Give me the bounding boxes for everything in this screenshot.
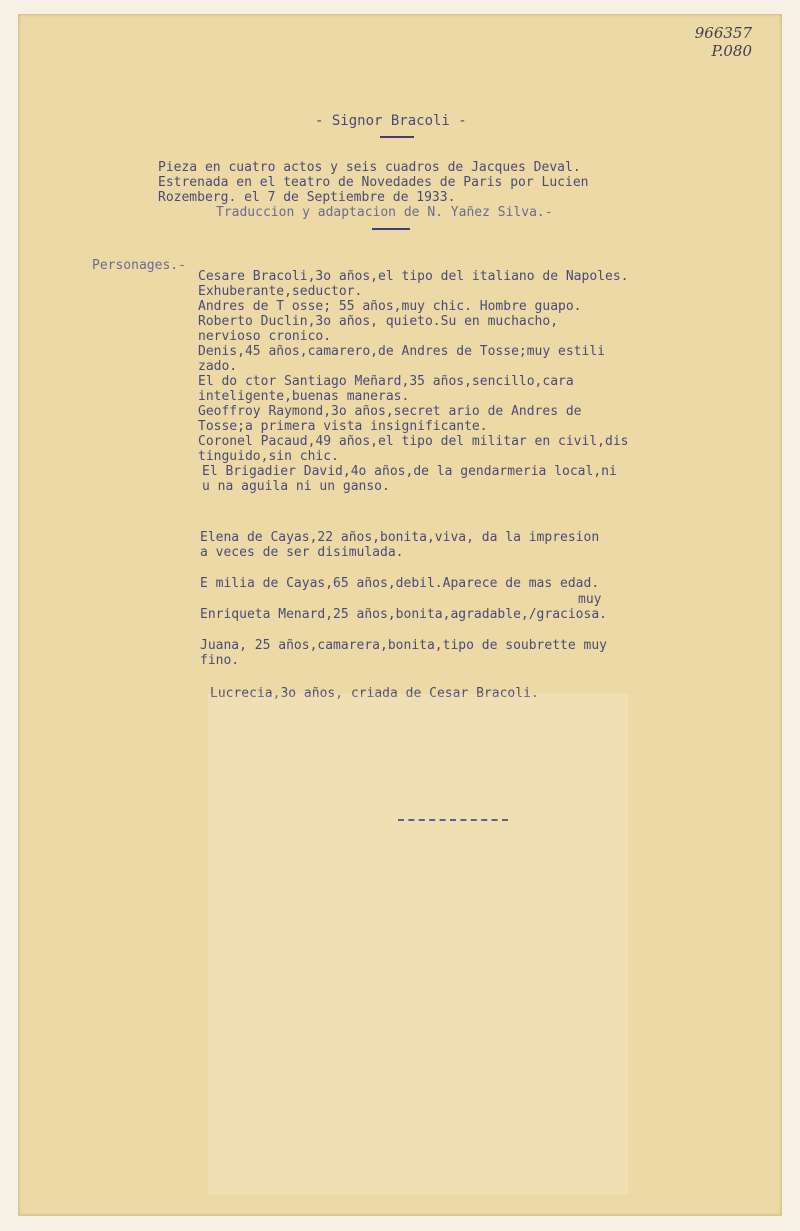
subtitle-underline xyxy=(372,228,410,230)
personajes-label: Personages.- xyxy=(92,258,186,273)
annotation-line-1: 966357 xyxy=(694,24,752,42)
character-line: Cesare Bracoli,3o años,el tipo del italiano de Napoles. xyxy=(198,269,629,284)
character-line: Roberto Duclin,3o años, quieto.Su en muchacho, xyxy=(198,314,559,329)
character-line: zado. xyxy=(198,359,238,374)
character-line: tinguido,sin chic. xyxy=(198,449,339,464)
annotation-line-2: P.080 xyxy=(711,42,752,60)
character-line: Andres de T osse; 55 años,muy chic. Hombre guapo. xyxy=(198,299,582,314)
character-line: Exhuberante,seductor. xyxy=(198,284,363,299)
character-line: Juana, 25 años,camarera,bonita,tipo de soubrette muy xyxy=(200,638,607,653)
character-line: u na aguila ni un ganso. xyxy=(202,479,390,494)
character-line: Enriqueta Menard,25 años,bonita,agradable,/graciosa. xyxy=(200,607,607,622)
character-line: Elena de Cayas,22 años,bonita,viva, da la impresion xyxy=(200,530,600,545)
subtitle-line-1: Pieza en cuatro actos y seis cuadros de Jacques Deval. xyxy=(158,160,581,175)
play-title: - Signor Bracoli - xyxy=(315,113,467,129)
character-line: Lucrecia,3o años, criada de Cesar Bracoli. xyxy=(210,686,539,701)
character-line: El do ctor Santiago Meñard,35 años,sencillo,cara xyxy=(198,374,574,389)
character-line: El Brigadier David,4o años,de la gendarmeria local,ni xyxy=(202,464,617,479)
character-line: fino. xyxy=(200,653,240,668)
handwritten-annotation xyxy=(695,24,752,60)
character-line: E milia de Cayas,65 años,debil.Aparece de mas edad. xyxy=(200,576,600,591)
character-line: inteligente,buenas maneras. xyxy=(198,389,410,404)
character-line: Tosse;a primera vista insignificante. xyxy=(198,419,488,434)
subtitle-line-2: Estrenada en el teatro de Novedades de Paris por Lucien xyxy=(158,175,589,190)
character-line: Coronel Pacaud,49 años,el tipo del militar en civil,dis xyxy=(198,434,629,449)
character-line: Denis,45 años,camarero,de Andres de Tosse;muy estili xyxy=(198,344,605,359)
character-line: nervioso cronico. xyxy=(198,329,332,344)
subtitle-line-4: Traduccion y adaptacion de N. Yañez Silva.- xyxy=(216,205,553,220)
subtitle-line-3: Rozemberg. el 7 de Septiembre de 1933. xyxy=(158,190,456,205)
document-page xyxy=(18,14,782,1216)
insertion-word: muy xyxy=(578,592,602,607)
character-line: a veces de ser disimulada. xyxy=(200,545,404,560)
character-line: Geoffroy Raymond,3o años,secret ario de Andres de xyxy=(198,404,582,419)
closing-rule xyxy=(398,819,508,821)
title-underline xyxy=(380,136,414,138)
